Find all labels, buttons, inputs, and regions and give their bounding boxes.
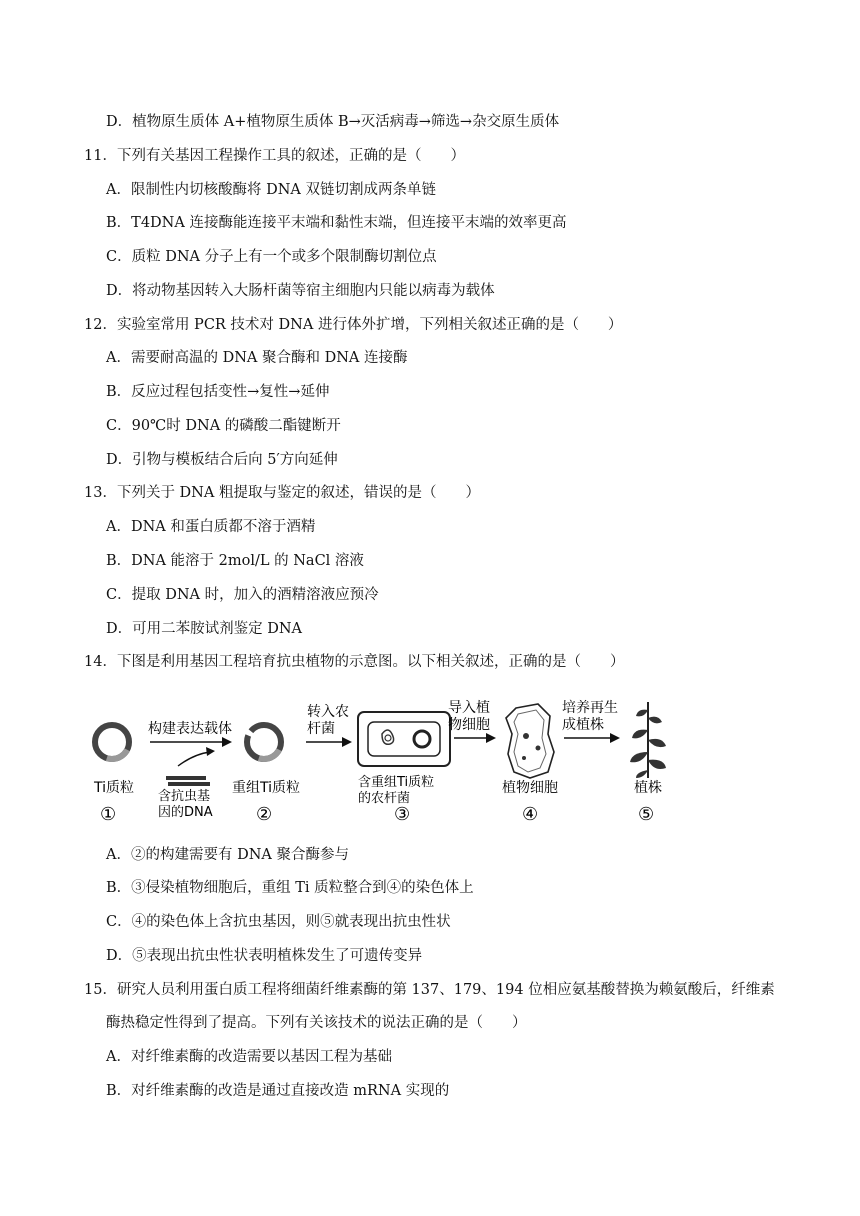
- arrow3-icon: [454, 733, 496, 743]
- q15-stem-line2: 酶热稳定性得到了提高。下列有关该技术的说法正确的是（ ）: [106, 1015, 527, 1031]
- arrow2-label-line2: 杆菌: [307, 721, 335, 737]
- plant-cell-icon: [506, 704, 554, 778]
- step5-number: ⑤: [638, 804, 655, 825]
- q10-option-d: D．植物原生质体 A+植物原生质体 B→灭活病毒→筛选→杂交原生质体: [106, 114, 560, 130]
- q12-option-a: A．需要耐高温的 DNA 聚合酶和 DNA 连接酶: [106, 350, 408, 366]
- curved-arrow-icon: [178, 747, 215, 766]
- step2-label: 重组Ti质粒: [232, 780, 301, 796]
- arrow4-icon: [564, 733, 620, 743]
- gene-label-line1: 含抗虫基: [158, 789, 211, 804]
- arrow3-label-line2: 物细胞: [448, 717, 490, 733]
- q14-option-d: D．⑤表现出抗虫性状表明植株发生了可遗传变异: [106, 948, 423, 964]
- q13-option-d: D．可用二苯胺试剂鉴定 DNA: [106, 621, 303, 637]
- q13-option-b: B．DNA 能溶于 2mol/L 的 NaCl 溶液: [106, 553, 364, 569]
- q12-option-b: B．反应过程包括变性→复性→延伸: [106, 384, 330, 400]
- q11-option-a: A．限制性内切核酸酶将 DNA 双链切割成两条单链: [106, 182, 436, 198]
- agrobacterium-icon: [358, 712, 450, 766]
- q13-option-a: A．DNA 和蛋白质都不溶于酒精: [106, 519, 316, 535]
- arrow1-label: 构建表达载体: [148, 721, 232, 737]
- arrow3-label-line1: 导入植: [448, 700, 490, 716]
- q12-option-c: C．90℃时 DNA 的磷酸二酯键断开: [106, 418, 341, 434]
- q12-option-d: D．引物与模板结合后向 5′方向延伸: [106, 452, 338, 468]
- q11-stem: 11．下列有关基因工程操作工具的叙述，正确的是（ ）: [84, 148, 465, 164]
- gene-engineering-diagram: [86, 694, 686, 830]
- plant-icon: [630, 702, 666, 778]
- q14-option-b: B．③侵染植物细胞后，重组 Ti 质粒整合到④的染色体上: [106, 880, 474, 896]
- q14-option-a: A．②的构建需要有 DNA 聚合酶参与: [106, 847, 349, 863]
- step1-label: Ti质粒: [94, 780, 135, 796]
- step4-label: 植物细胞: [502, 780, 558, 796]
- arrow1-icon: [150, 737, 232, 747]
- q15-option-a: A．对纤维素酶的改造需要以基因工程为基础: [106, 1049, 392, 1065]
- q15-stem-line1: 15．研究人员利用蛋白质工程将细菌纤维素酶的第 137、179、194 位相应氨基酸替换为赖氨酸后，纤维素: [84, 982, 775, 998]
- arrow2-label-line1: 转入农: [307, 704, 349, 720]
- arrow4-label-line2: 成植株: [562, 717, 604, 733]
- q14-option-c: C．④的染色体上含抗虫基因，则⑤就表现出抗虫性状: [106, 914, 451, 930]
- ti-plasmid-icon: [95, 725, 129, 759]
- step4-number: ④: [522, 804, 539, 825]
- step5-label: 植株: [634, 780, 662, 796]
- q11-option-b: B．T4DNA 连接酶能连接平末端和黏性末端，但连接平末端的效率更高: [106, 215, 567, 231]
- q14-stem: 14．下图是利用基因工程培育抗虫植物的示意图。以下相关叙述，正确的是（ ）: [84, 654, 625, 670]
- recombinant-plasmid-icon: [247, 725, 281, 759]
- gene-label-line2: 因的DNA: [158, 805, 213, 820]
- step2-number: ②: [256, 804, 273, 825]
- step1-number: ①: [100, 804, 117, 825]
- q11-option-c: C．质粒 DNA 分子上有一个或多个限制酶切割位点: [106, 249, 437, 265]
- arrow4-label-line1: 培养再生: [562, 700, 618, 716]
- arrow2-icon: [306, 737, 352, 747]
- step3-label-line2: 的农杆菌: [358, 791, 411, 806]
- step3-number: ③: [394, 804, 411, 825]
- q15-option-b: B．对纤维素酶的改造是通过直接改造 mRNA 实现的: [106, 1083, 450, 1099]
- q13-stem: 13．下列关于 DNA 粗提取与鉴定的叙述，错误的是（ ）: [84, 485, 480, 501]
- step3-label-line1: 含重组Ti质粒: [358, 775, 435, 790]
- q11-option-d: D．将动物基因转入大肠杆菌等宿主细胞内只能以病毒为载体: [106, 283, 495, 299]
- q12-stem: 12．实验室常用 PCR 技术对 DNA 进行体外扩增，下列相关叙述正确的是（ ）: [84, 317, 623, 333]
- q13-option-c: C．提取 DNA 时，加入的酒精溶液应预冷: [106, 587, 379, 603]
- dna-fragment-icon: [166, 776, 210, 786]
